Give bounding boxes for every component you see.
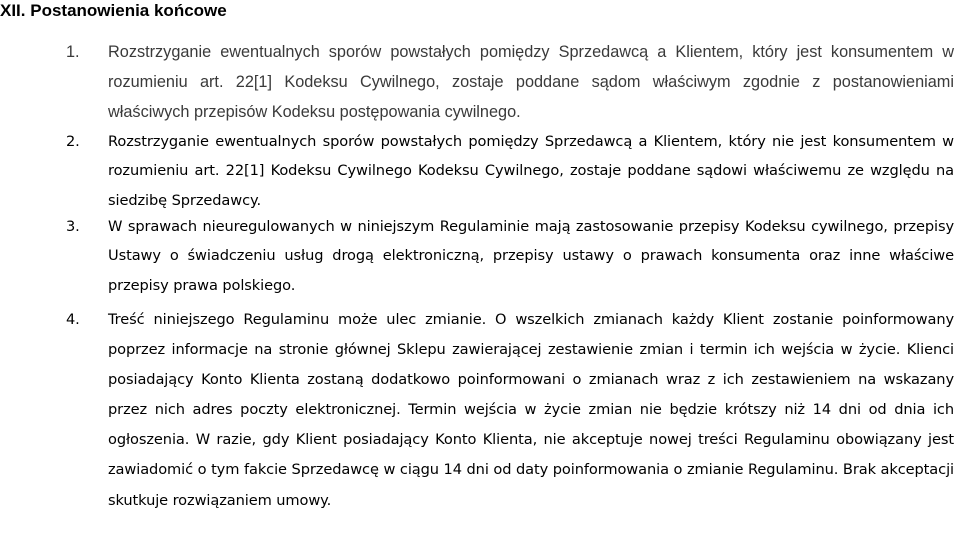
list-item-number: 2. xyxy=(66,133,80,150)
list-item-text: W sprawach nieuregulowanych w niniejszym Regulaminie mają zastosowanie przepisy Kodeksu cywilnego, przepisy Ustawy o świadczeniu usług drogą elektroniczną, przepisy ustawy o prawach konsumenta oraz inne właściwe przepisy prawa polskiego. xyxy=(108,218,954,294)
list-item-text: Treść niniejszego Regulaminu może ulec zmianie. O wszelkich zmianach każdy Klient zostanie poinformowany poprzez informacje na stronie głównej Sklepu zawierającej zestawienie zmian i termin ich wejścia w życie. Klienci posiadający Konto Klienta zostaną dodatkowo poinformowani o zmianach wraz z ich zestawieniem na wskazany przez nich adres poczty elektronicznej. Termin wejścia w życie zmian nie będzie krótszy niż 14 dni od dnia ich ogłoszenia. W razie, gdy Klient posiadający Konto Klienta, nie akceptuje nowej treści Regulaminu obowiązany jest zawiadomić o tym fakcie Sprzedawcę w ciągu 14 dni od daty poinformowania o zmianie Regulaminu. Brak akceptacji skutkuje rozwiązaniem umowy. xyxy=(108,311,954,509)
list-item-number: 3. xyxy=(66,218,80,235)
list-item-text: Rozstrzyganie ewentualnych sporów powstałych pomiędzy Sprzedawcą a Klientem, który jest konsumentem w rozumieniu art. 22[1] Kodeksu Cywilnego, zostaje poddane sądom właściwym zgodnie z postanowieniami właściwych przepisów Kodeksu postępowania cywilnego. xyxy=(108,43,954,121)
list-item-number: 4. xyxy=(66,311,80,328)
list-item-text: Rozstrzyganie ewentualnych sporów powstałych pomiędzy Sprzedawcą a Klientem, który nie jest konsumentem w rozumieniu art. 22[1] Kodeksu Cywilnego Kodeksu Cywilnego, zostaje poddane sądowi właściwemu ze względu na siedzibę Sprzedawcy. xyxy=(108,133,954,209)
list-item-number: 1. xyxy=(66,43,80,61)
section-title: XII. Postanowienia końcowe xyxy=(0,1,227,20)
